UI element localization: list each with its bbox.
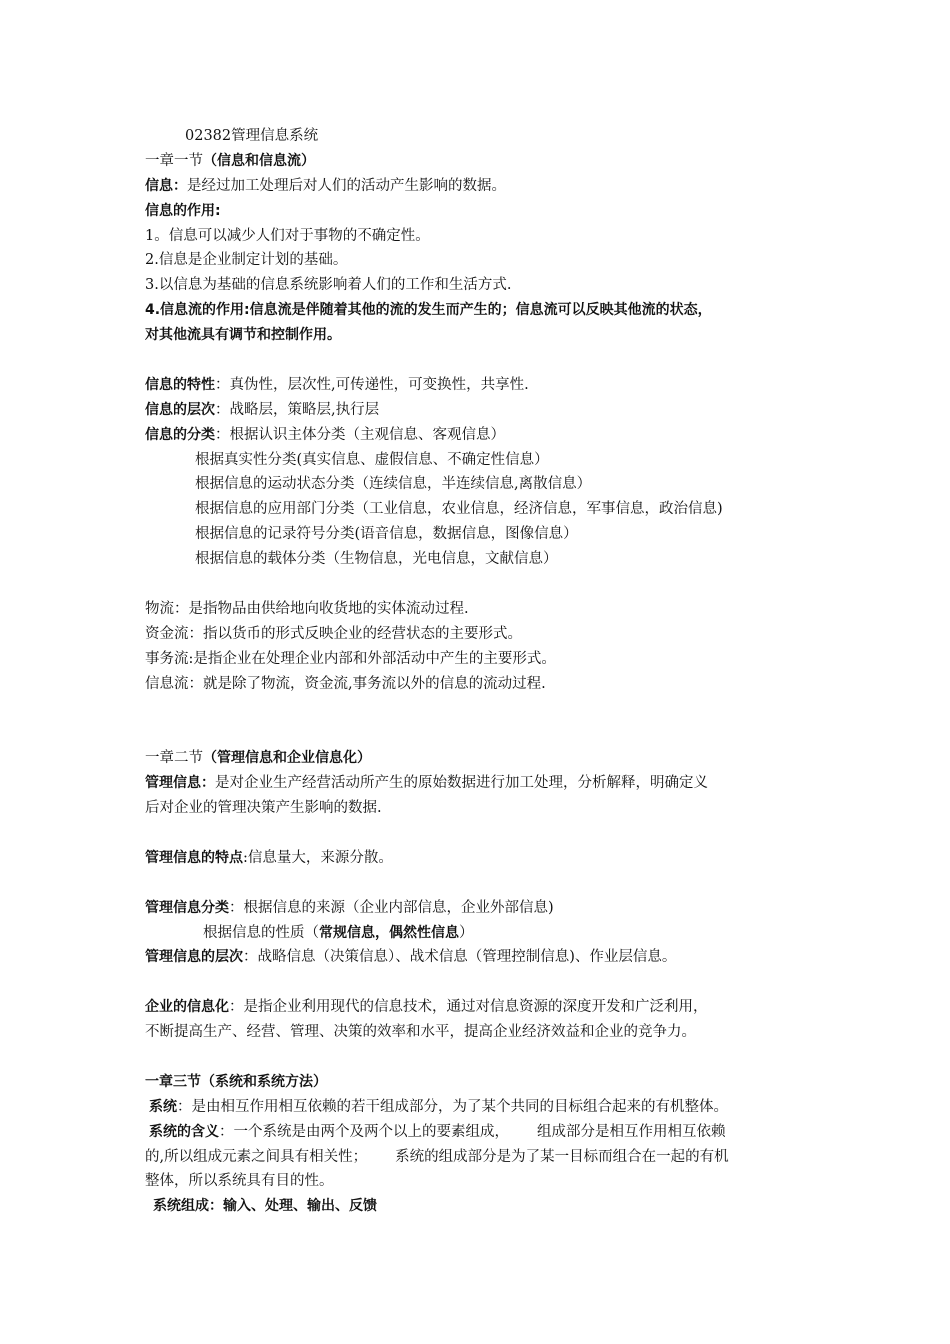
definition-text: 组成部分是相互作用相互依赖: [537, 1123, 726, 1140]
section-1-heading: [145, 149, 825, 174]
document-page: [145, 124, 825, 1219]
definition-text: ：根据认识主体分类（主观信息、客观信息）: [215, 426, 505, 443]
classification-item: 根据信息的载体分类（生物信息，光电信息，文献信息）: [195, 551, 558, 568]
system-meaning-cont: 整体，所以系统具有目的性。: [145, 1173, 334, 1190]
blank-line: [145, 696, 825, 721]
classification-item: 根据信息的运动状态分类（连续信息，半连续信息,离散信息）: [195, 476, 592, 493]
heading-prefix: 一章一节: [145, 152, 203, 169]
system-meaning: [145, 1120, 825, 1145]
definition-text: ：是由相互作用相互依赖的若干组成部分，为了某个共同的目标组合起来的有机整体。: [177, 1098, 728, 1115]
section-3-heading: 一章三节（系统和系统方法）: [145, 1073, 327, 1090]
blank-line: [145, 572, 825, 597]
info-role-label: 信息的作用:: [145, 202, 221, 219]
system-meaning-cont: [145, 1145, 825, 1170]
classification-values: 常规信息，偶然性信息: [319, 924, 459, 941]
section-2-heading: [145, 746, 825, 771]
mgmt-info-features: [145, 846, 825, 871]
info-properties: [145, 373, 825, 398]
definition-text: ：是指企业利用现代的信息技术，通过对信息资源的深度开发和广泛利用，: [229, 999, 708, 1016]
definition-text: ：根据信息的来源（企业内部信息，企业外部信息): [229, 899, 554, 916]
blank-line: [145, 871, 825, 896]
term-label: 管理信息：: [145, 775, 215, 792]
heading-topic: （信息和信息流）: [203, 152, 315, 169]
classification-item: 根据信息的记录符号分类(语音信息，数据信息，图像信息）: [195, 526, 578, 543]
definition-text: ：一个系统是由两个及两个以上的要素组成，: [219, 1123, 509, 1140]
term-label: 系统: [149, 1098, 177, 1115]
blank-line: [145, 821, 825, 846]
definition-text: ：战略层，策略层,执行层: [215, 401, 380, 418]
term-label: 企业的信息化: [145, 999, 229, 1016]
term-label: 信息的层次: [145, 401, 215, 418]
mgmt-info-definition-cont: 后对企业的管理决策产生影响的数据.: [145, 800, 382, 817]
flow-definition: 资金流：指以货币的形式反映企业的经营状态的主要形式。: [145, 625, 522, 642]
document-title: 02382管理信息系统: [185, 128, 319, 144]
enterprise-informatization-cont: 不断提高生产、经营、管理、决策的效率和水平，提高企业经济效益和企业的竞争力。: [145, 1024, 696, 1041]
enterprise-informatization: [145, 995, 825, 1020]
blank-line: [145, 348, 825, 373]
info-role-item-cont: 对其他流具有调节和控制作用。: [145, 327, 341, 344]
classification-item: 根据信息的应用部门分类（工业信息，农业信息，经济信息，军事信息，政治信息): [195, 501, 723, 518]
definition-text: 的,所以组成元素之间具有相关性；: [145, 1148, 368, 1165]
flow-definition: 信息流：就是除了物流，资金流,事务流以外的信息的流动过程.: [145, 675, 546, 692]
info-role-item: 4.信息流的作用:信息流是伴随着其他的流的发生而产生的；信息流可以反映其他流的状态，: [145, 302, 712, 319]
classification-suffix: ）: [459, 924, 474, 941]
flow-definition: 事务流:是指企业在处理企业内部和外部活动中产生的主要形式。: [145, 650, 556, 667]
flow-definition: 物流：是指物品由供给地向收货地的实体流动过程.: [145, 600, 469, 617]
blank-line: [145, 1045, 825, 1070]
term-label: 管理信息的层次: [145, 949, 243, 966]
classification-item: 根据真实性分类(真实信息、虚假信息、不确定性信息）: [195, 451, 549, 468]
classification-prefix: 根据信息的性质（: [203, 924, 319, 941]
mgmt-classification-item: [145, 921, 825, 946]
info-role-item: 2.信息是企业制定计划的基础。: [145, 252, 348, 269]
mgmt-info-levels: [145, 945, 825, 970]
definition-text: ：真伪性，层次性,可传递性，可变换性，共享性.: [215, 376, 529, 393]
definition-text: 是经过加工处理后对人们的活动产生影响的数据。: [187, 177, 506, 194]
mgmt-info-classification: [145, 896, 825, 921]
heading-topic: （管理信息和企业信息化）: [203, 750, 371, 767]
term-label: 系统的含义: [149, 1123, 219, 1140]
heading-prefix: 一章二节: [145, 750, 203, 767]
info-role-item: 3.以信息为基础的信息系统影响着人们的工作和生活方式.: [145, 277, 512, 294]
blank-line: [145, 970, 825, 995]
info-levels: [145, 398, 825, 423]
term-label: 信息的分类: [145, 426, 215, 443]
info-definition: [145, 174, 825, 199]
system-definition: [145, 1095, 825, 1120]
term-label: 信息的特性: [145, 376, 215, 393]
info-classification: [145, 423, 825, 448]
term-label: 管理信息的特点: [145, 849, 243, 866]
mgmt-info-definition: [145, 771, 825, 796]
definition-text: 是对企业生产经营活动所产生的原始数据进行加工处理，分析解释，明确定义: [215, 775, 708, 792]
definition-text: :信息量大，来源分散。: [243, 849, 393, 866]
term-label: 信息：: [145, 177, 187, 194]
blank-line: [145, 721, 825, 746]
info-role-item: 1。信息可以减少人们对于事物的不确定性。: [145, 227, 430, 244]
definition-text: 系统的组成部分是为了某一目标而组合在一起的有机: [395, 1148, 729, 1165]
definition-text: ：战略信息（决策信息）、战术信息（管理控制信息)、作业层信息。: [243, 949, 677, 966]
term-label: 管理信息分类: [145, 899, 229, 916]
system-components: 系统组成：输入、处理、输出、反馈: [153, 1198, 377, 1215]
